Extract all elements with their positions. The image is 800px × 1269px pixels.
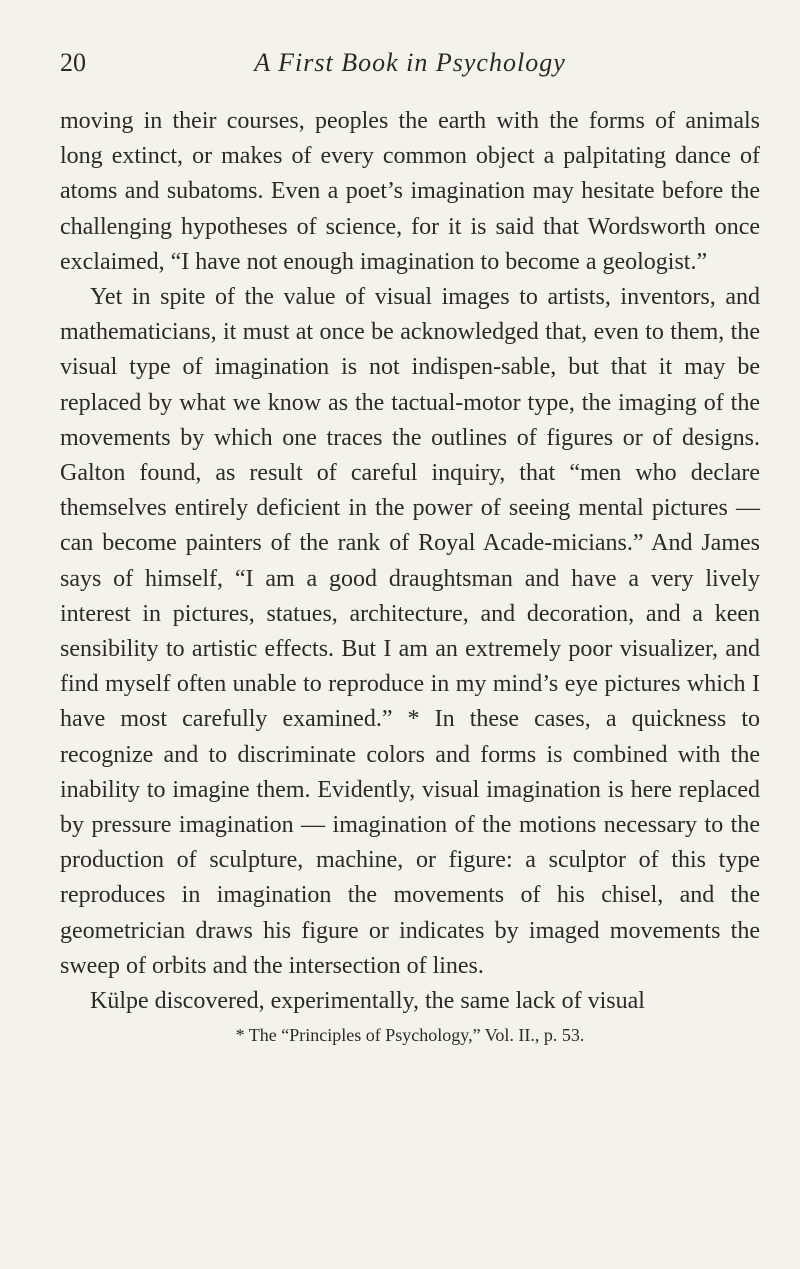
footnote: * The “Principles of Psychology,” Vol. II., p. 53. — [235, 1025, 585, 1046]
paragraph-kulpe: Külpe discovered, experimentally, the same lack of visual — [90, 988, 645, 1015]
page-number: 20 — [60, 48, 86, 77]
running-head — [60, 48, 760, 88]
paragraph-continuation: moving in their courses, peoples the earth with the forms of animals long extinct, or makes of every common object a palpitating dance of atoms and subatoms. Even a poet’s imagination may hesitate before the challenging hypotheses of science, for it is said that Wordsworth once exclaimed, “I have not enough imagination to become a geologist.” — [60, 108, 760, 275]
paragraph-visual-imagination: Yet in spite of the value of visual images to artists, inventors, and mathematicians, it must at once be acknowledged that, even to them, the visual type of imagination is not indispen-sable, but that it may be replaced by what we know as the tactual-motor type, the imaging of the movements by which one traces the outlines of figures or of designs. Galton found, as result of careful inquiry, that “men who declare themselves entirely deficient in the power of seeing mental pictures — can become painters of the rank of Royal Acade-micians.” And James says of himself, “I am a good draughtsman and have a very lively interest in pictures, statues, architecture, and decoration, and a keen sensibility to artistic effects. But I am an extremely poor visualizer, and find myself often unable to reproduce in my mind’s eye pictures which I have most carefully examined.” * In these cases, a quickness to recognize and to discriminate colors and forms is combined with the inability to imagine them. Evidently, visual imagination is here replaced by pressure imagination — imagination of the motions necessary to the production of sculpture, machine, or figure: a sculptor of this type reproduces in imagination the movements of his chisel, and the geometrician draws his figure or indicates by imaged movements the sweep of orbits and the intersection of lines. — [60, 284, 760, 979]
book-page — [60, 48, 760, 1047]
running-title: A First Book in Psychology — [254, 48, 566, 77]
body-text — [60, 104, 760, 1019]
